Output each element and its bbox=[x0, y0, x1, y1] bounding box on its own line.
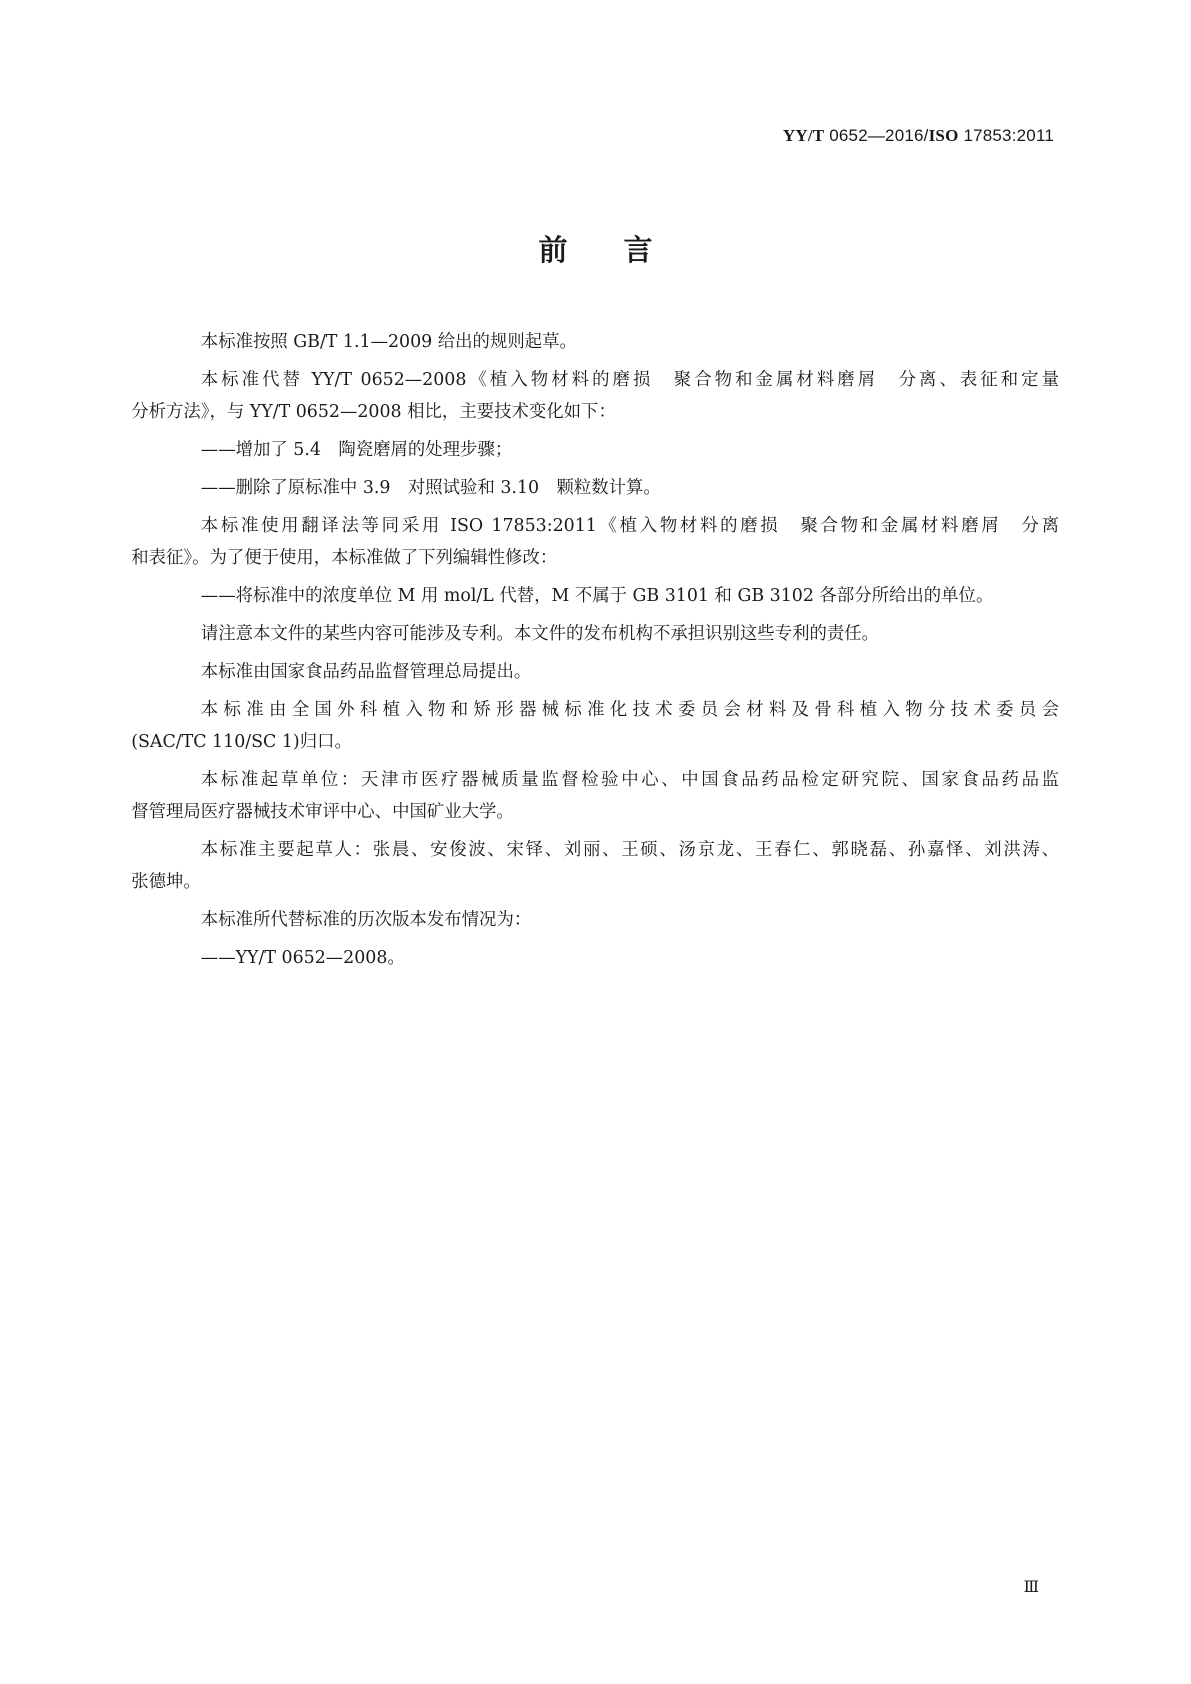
paragraph bbox=[131, 510, 1059, 574]
paragraph bbox=[166, 904, 1059, 936]
page-title: 前言 bbox=[538, 233, 709, 267]
paragraph-line: ——增加了 5.4 陶瓷磨屑的处理步骤； bbox=[200, 440, 513, 460]
paragraph-line: 张德坤。 bbox=[131, 872, 201, 892]
paragraph bbox=[131, 364, 1059, 428]
code-prefix: YY/T bbox=[782, 126, 825, 145]
paragraph bbox=[166, 434, 1059, 466]
document-code bbox=[783, 126, 1054, 146]
paragraph bbox=[166, 942, 1059, 974]
paragraph-line: (SAC/TC 110/SC 1)归口。 bbox=[131, 732, 352, 752]
code-iso-number: 17853:2011 bbox=[958, 126, 1054, 145]
paragraph bbox=[166, 472, 1059, 504]
paragraph-line: 本标准所代替标准的历次版本发布情况为： bbox=[200, 910, 532, 930]
paragraph-line: ——YY/T 0652—2008。 bbox=[200, 948, 405, 968]
code-number: 0652—2016/ bbox=[824, 126, 929, 145]
paragraph bbox=[131, 764, 1059, 828]
paragraph-line: ——将标准中的浓度单位 M 用 mol/L 代替，M 不属于 GB 3101 和 GB 3102 各部分所给出的单位。 bbox=[200, 586, 994, 606]
paragraph bbox=[166, 618, 1059, 650]
paragraph-line: 本标准由国家食品药品监督管理总局提出。 bbox=[200, 662, 532, 682]
paragraph-line: 督管理局医疗器械技术审评中心、中国矿业大学。 bbox=[131, 802, 514, 822]
paragraph-line: 本标准由全国外科植入物和矫形器械标准化技术委员会材料及骨科植入物分技术委员会 bbox=[200, 700, 1059, 720]
paragraph-line: 本标准使用翻译法等同采用 ISO 17853:2011《植入物材料的磨损 聚合物和金属材料磨屑 分离 bbox=[200, 516, 1059, 536]
paragraph bbox=[166, 580, 1059, 612]
paragraph-line: ——删除了原标准中 3.9 对照试验和 3.10 颗粒数计算。 bbox=[200, 478, 661, 498]
paragraph-line: 本标准主要起草人：张晨、安俊波、宋铎、刘丽、王硕、汤京龙、王春仁、郭晓磊、孙嘉怿、刘洪涛、 bbox=[200, 840, 1059, 860]
paragraph-line: 请注意本文件的某些内容可能涉及专利。本文件的发布机构不承担识别这些专利的责任。 bbox=[200, 624, 880, 644]
page-number: Ⅲ bbox=[1023, 1577, 1039, 1596]
paragraph-line: 本标准按照 GB/T 1.1—2009 给出的规则起草。 bbox=[200, 332, 577, 352]
code-iso: ISO bbox=[928, 126, 959, 145]
paragraph bbox=[131, 834, 1059, 898]
paragraph bbox=[166, 326, 1059, 358]
paragraph-line: 和表征》。为了便于使用，本标准做了下列编辑性修改： bbox=[131, 548, 558, 568]
paragraph bbox=[131, 694, 1059, 758]
paragraph bbox=[166, 656, 1059, 688]
paragraph-line: 本标准代替 YY/T 0652—2008《植入物材料的磨损 聚合物和金属材料磨屑 分离、表征和定量 bbox=[200, 370, 1059, 390]
foreword-body bbox=[131, 326, 1059, 980]
paragraph-line: 本标准起草单位：天津市医疗器械质量监督检验中心、中国食品药品检定研究院、国家食品药品监 bbox=[200, 770, 1059, 790]
paragraph-line: 分析方法》，与 YY/T 0652—2008 相比，主要技术变化如下： bbox=[131, 402, 616, 422]
